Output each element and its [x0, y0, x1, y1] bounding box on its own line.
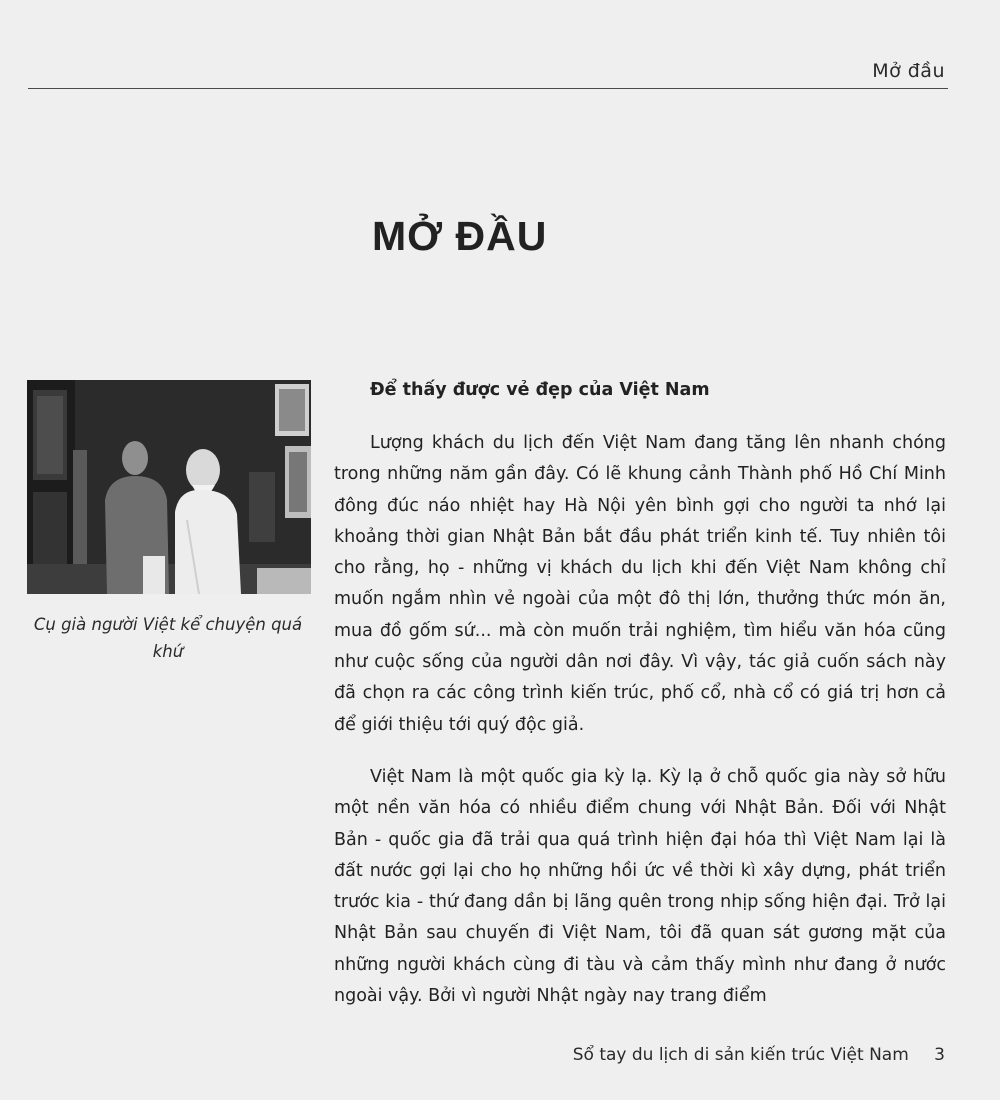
header-rule: [28, 88, 948, 89]
photo-caption: Cụ già người Việt kể chuyện quá khứ: [33, 615, 303, 661]
photo-image: [27, 380, 311, 594]
chapter-title: MỞ ĐẦU: [372, 213, 548, 259]
footer-book-title: Sổ tay du lịch di sản kiến trúc Việt Nam: [572, 1045, 909, 1065]
page-footer: [573, 1045, 945, 1065]
running-header: Mở đầu: [872, 60, 945, 82]
page-number: 3: [934, 1045, 945, 1065]
photo: [27, 380, 311, 594]
section-heading: Để thấy được vẻ đẹp của Việt Nam: [370, 380, 710, 400]
body-paragraph-2: Việt Nam là một quốc gia kỳ lạ. Kỳ lạ ở chỗ quốc gia này sở hữu một nền văn hóa có nhiều điểm chung với Nhật Bản. Đối với Nhật Bản - quốc gia đã trải qua quá trình hiện đại hóa thì Việt Nam lại là đất nước gợi lại cho họ những hồi ức về thời kì xây dựng, phát triển trước kia - thứ đang dần bị lãng quên trong nhịp sống hiện đại. Trở lại Nhật Bản sau chuyến đi Việt Nam, tôi đã quan sát gương mặt của những người khách cùng đi tàu và cảm thấy mình như đang ở nước ngoài vậy. Bởi vì người Nhật ngày nay trang điểm: [334, 767, 946, 1007]
body-paragraph-1: Lượng khách du lịch đến Việt Nam đang tăng lên nhanh chóng trong những năm gần đây. Có lẽ khung cảnh Thành phố Hồ Chí Minh đông đúc náo nhiệt hay Hà Nội yên bình gợi cho người ta nhớ lại khoảng thời gian Nhật Bản bắt đầu phát triển kinh tế. Tuy nhiên tôi cho rằng, họ - những vị khách du lịch khi đến Việt Nam không chỉ muốn ngắm nhìn vẻ ngoài của một đô thị lớn, thưởng thức món ăn, mua đồ gốm sứ... mà còn muốn trải nghiệm, tìm hiểu văn hóa cũng như cuộc sống của người dân nơi đây. Vì vậy, tác giả cuốn sách này đã chọn ra các công trình kiến trúc, phố cổ, nhà cổ có giá trị hơn cả để giới thiệu tới quý độc giả.: [334, 433, 946, 735]
